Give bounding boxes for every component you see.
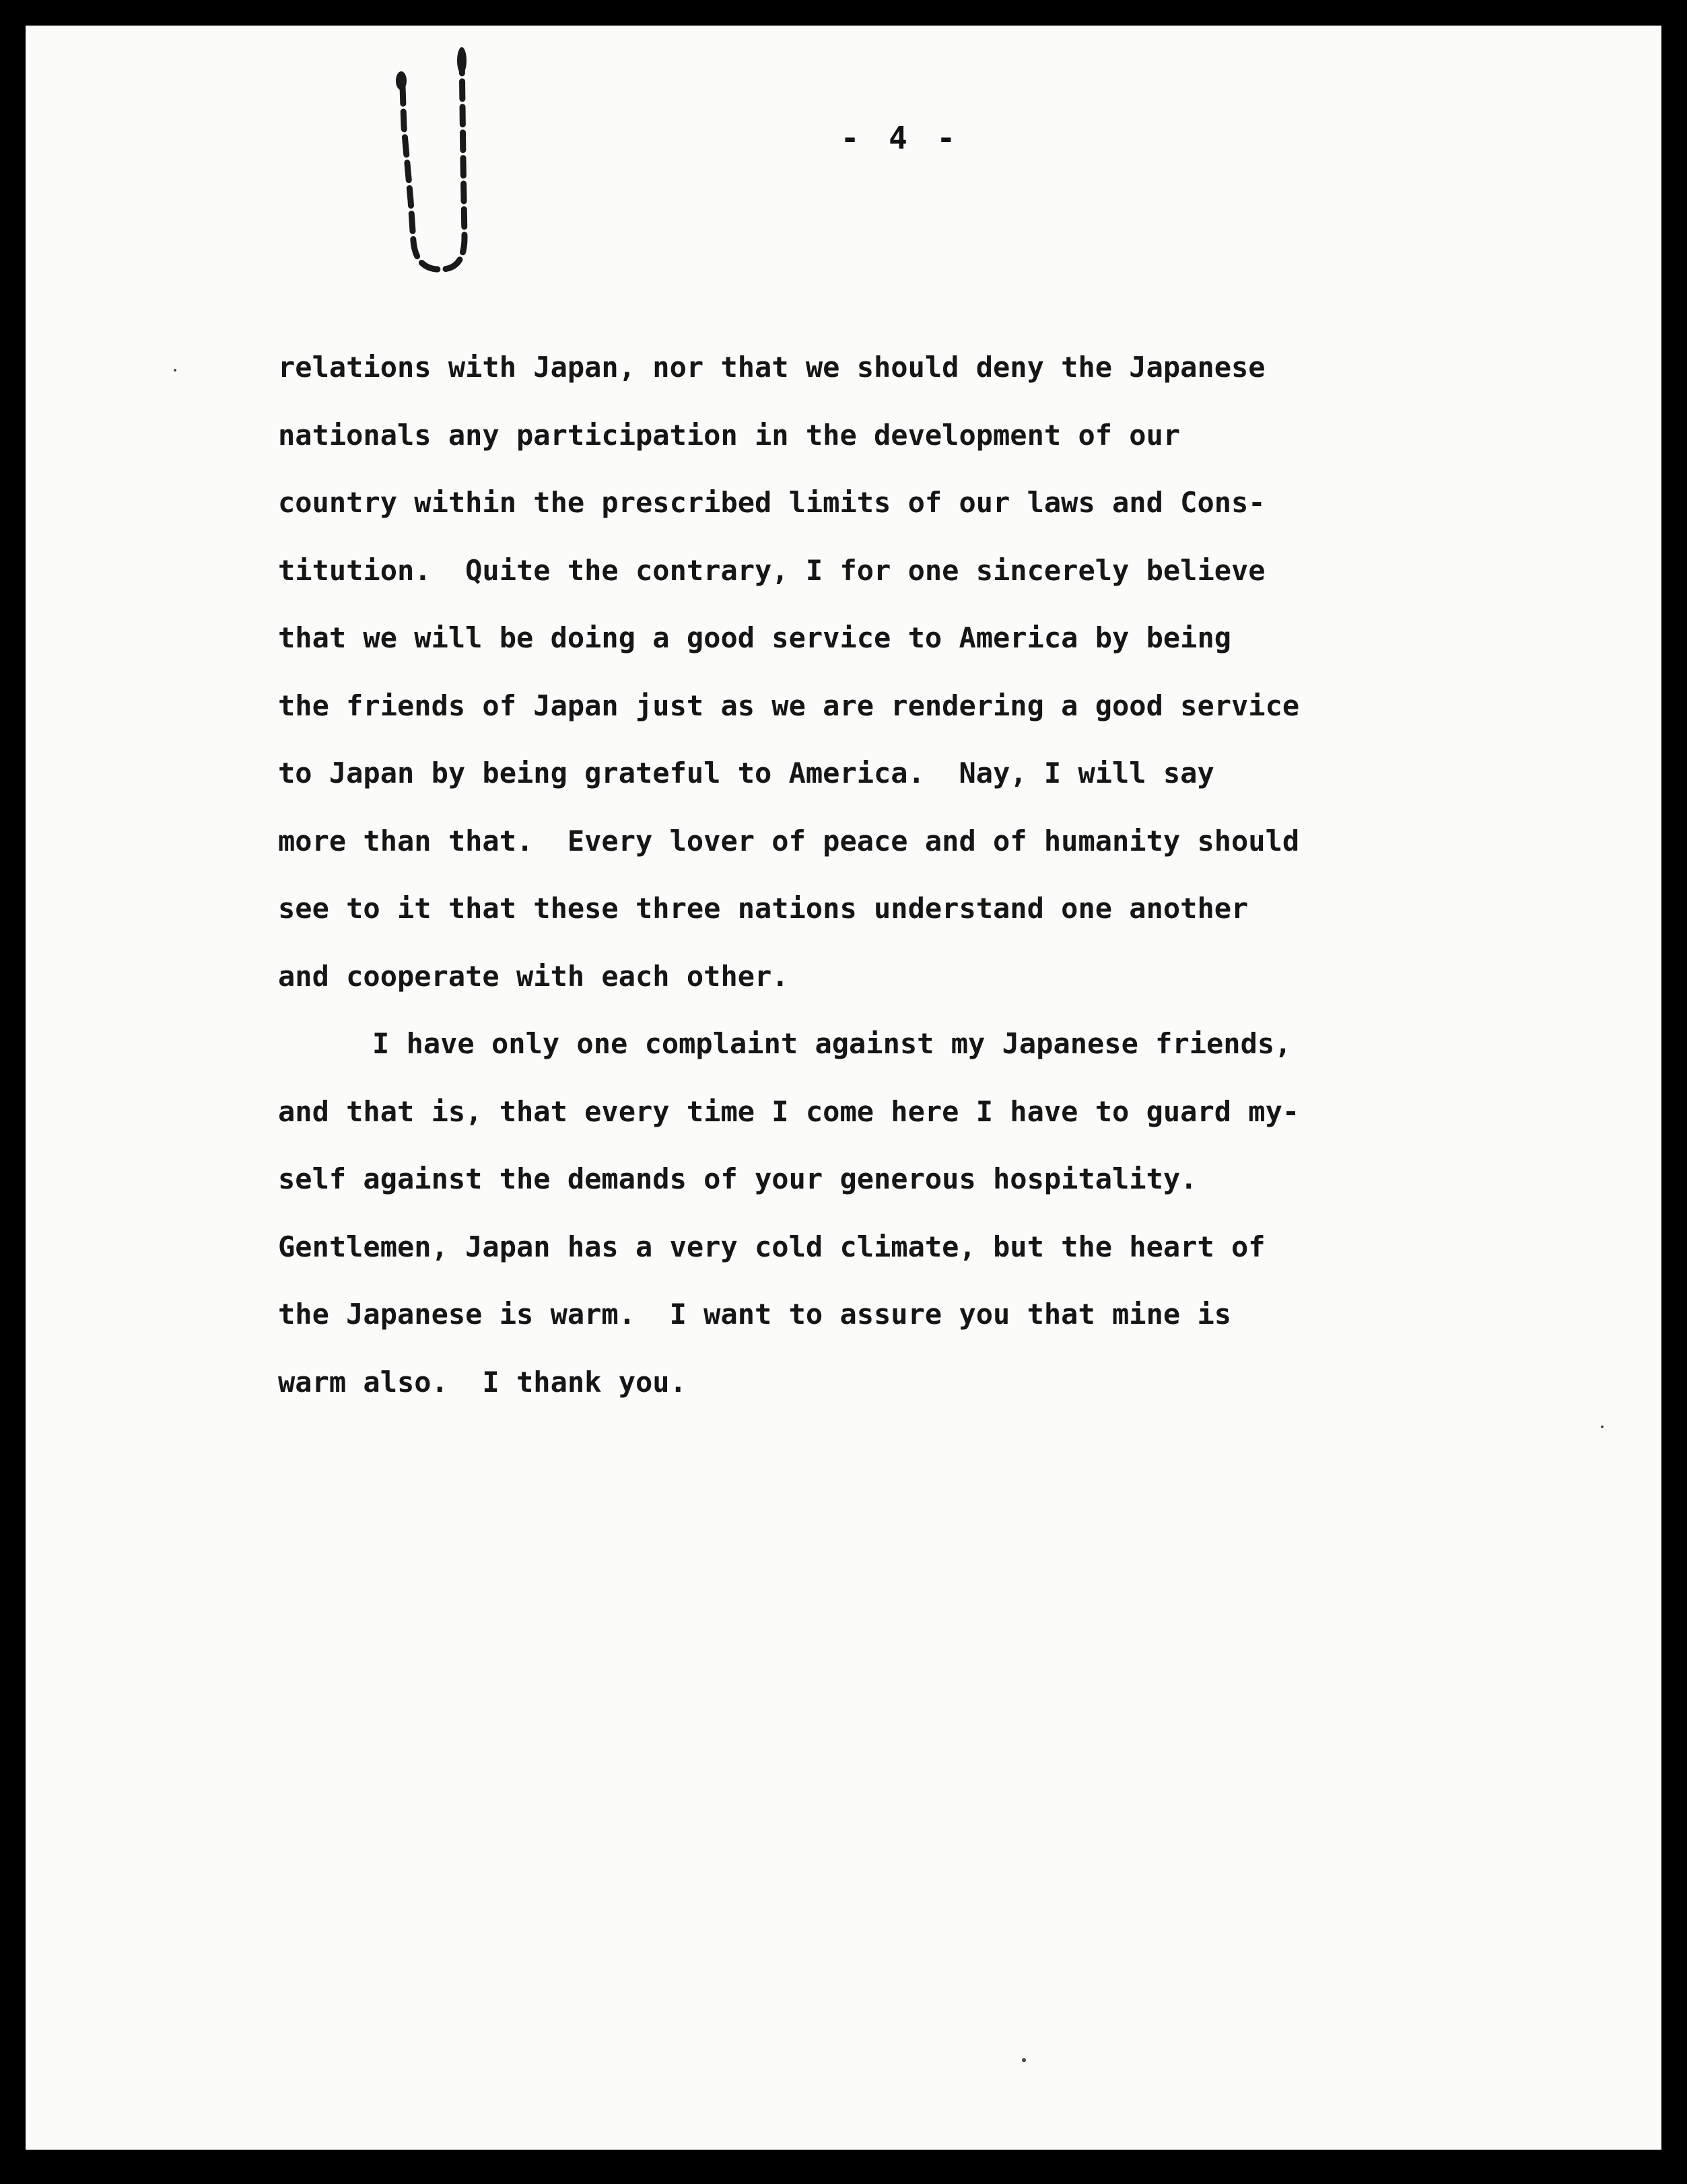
text-line: self against the demands of your generous hospitality. [278, 1162, 1198, 1195]
text-line: the Japanese is warm. I want to assure you that mine is [278, 1298, 1232, 1331]
text-line: nationals any participation in the development of our [278, 418, 1181, 452]
paperclip-icon [349, 26, 510, 281]
dust-speck [1601, 1425, 1604, 1428]
text-line: and cooperate with each other. [278, 959, 789, 993]
text-line: more than that. Every lover of peace and of humanity should [278, 824, 1300, 857]
text-line: that we will be doing a good service to America by being [278, 621, 1232, 654]
document-page [26, 26, 1661, 2150]
text-line: I have only one complaint against my Japanese friends, [372, 1027, 1292, 1060]
text-line: relations with Japan, nor that we should deny the Japanese [278, 351, 1266, 384]
text-line: and that is, that every time I come here I have to guard my- [278, 1094, 1300, 1128]
text-line: Gentlemen, Japan has a very cold climate, but the heart of [278, 1230, 1266, 1263]
page-number: - 4 - [840, 120, 961, 156]
text-line: the friends of Japan just as we are rendering a good service [278, 689, 1300, 722]
text-line: to Japan by being grateful to America. Nay, I will say [278, 756, 1214, 789]
text-line: warm also. I thank you. [278, 1365, 687, 1399]
text-line: see to it that these three nations understand one another [278, 892, 1249, 925]
dust-speck [1022, 2058, 1026, 2062]
text-line: country within the prescribed limits of our laws and Cons- [278, 486, 1266, 519]
body-text [278, 334, 1557, 1416]
dust-speck [174, 369, 176, 372]
text-line: titution. Quite the contrary, I for one sincerely believe [278, 553, 1266, 587]
